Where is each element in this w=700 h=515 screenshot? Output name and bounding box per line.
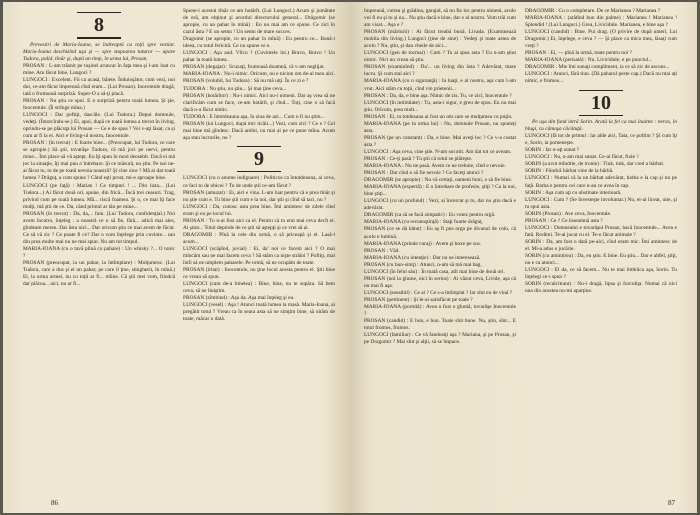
scene-number [525, 90, 677, 117]
dialogue-line: LUNGOCI : Cum ? (Se învesteşte involuntar.) Nu, ei-ai liceat, uite, şi tu spui asta. [525, 196, 677, 210]
dialogue-line: Dragomir (se apropie, cu un pahar în mînă) : Eu pentru ce... Bună-i ideea, cu totul fericită. Ce nu spune ce e. [183, 36, 335, 50]
page-number-left: 86 [51, 499, 58, 507]
dialogue-line: PROSAN : Da, da, e bine aşa. Nimic de zis. Tu, ce zici, Inocentule ? [364, 92, 512, 99]
scene-number [23, 12, 175, 39]
dialogue-line: LUNGOCI : Aşa ceva, cine ştie. N-am socotit. Am dat tot ce aveam. [364, 148, 512, 155]
right-page [350, 2, 697, 513]
dialogue-line: LUNGOCI : Da, cunosc asta prea bine. Îmi amintesc de zilele cînd eram şi eu pe locul lui. [183, 203, 335, 217]
scene-rule-bottom [77, 37, 121, 38]
dialogue-line: PROSAN (pertinent) : Şi le-ai satisfăcut pe toate ? [364, 296, 473, 303]
dialogue-line: DRAGOMIR (se apropie) : Nu vă certaţi, oameni buni, o să fie bine. [364, 177, 513, 184]
dialogue-line: SORIN (cu amintirea) : Da, eu ştiu. E bine. Eu ştiu... Dar e altfel, ştiţi, nu e ca atunci... [525, 253, 677, 267]
dialogue-line: PROSAN (candid) : E bun, e bun. Toate sînt bune. Nu, ştiu, sînt... E totul frumos, frumos. [364, 318, 516, 332]
dialogue-line: MARIA-IOANA (perisată) : Nu, Livicidule, e pe punctul... [525, 57, 653, 64]
scene-number-text: 9 [254, 148, 264, 171]
right-page-column-1 [364, 8, 516, 346]
dialogue-line: LUNGOCI (scăpînd, jovial) : Ei, da' noi ce facem aici ? O mai mîncăm sau ne mai facem ceva ? Să stăm ca nişte străini ? Poftiţi, mai întîi să ne umplem paharele. Pe urmă, să ne ocupăm de toate. [183, 245, 335, 267]
stage-direction: Pe uşa din fund intră Sorin. Arată la fel ca mai înainte : neras, în blugi, cu cămaşa căcătuţă. [525, 119, 677, 133]
dialogue-line: SORIN (recalcitrant) : Nu-i dragă, lipsa şi furculiţa. Numai că nici una din acestea nu-mi aparţine. [525, 281, 677, 295]
dialogue-line: MARIA-IOANA (cu o siguranţă) : Ia luaţi, e al nostru, aşa cum l-am vrut. Aici stăm cu toţii, cînd vin prietenii... [364, 78, 516, 92]
dialogue-line: SORIN : Fiindcă bărbat vine de la bărbă. [525, 168, 614, 175]
dialogue-line: LUNGOCI (fă tot de primul : îar alde aici, Tata, ce poftim ? Şi cum îţi e, Sorin, ia pomeneşte. [525, 133, 677, 147]
stage-direction: Prevestiri de Maria-Ioana, se îndreaptă cu toţii spre vestiar. Maria-Ioana deschizînd uşa şi — spre stupoarea tuturor — apare Tudora, palid, tînăr şi, după un timp, în urma lui, Prosan. [23, 41, 175, 62]
left-page-column-2 [183, 8, 335, 323]
dialogue-line: PROSAN : L-am trăsnit pe tuşinel aruncat în faţa mea şi l-am luat cu mine. Am făcut bine, Lungoci ? [23, 62, 175, 76]
dialogue-line: PROSAN (pe un constant) : Da, e bine. Mai aveţi loc ? Ce v-a costat asta ? [364, 134, 516, 148]
dialogue-line: LUNGOCI (candid) : Bine. Pui drag. (O privire de după umeri, Lui Dragomir.) Ei, înţelege, e ceva ? — Şi place ca mica mea, lăsaţi cum vreţi ? [525, 29, 677, 50]
dialogue-line: PROSAN : Ce-ţi pasă ? Tu ştii că totul se plăteşte. [364, 155, 473, 162]
scene-rule-top [579, 90, 623, 91]
dialogue-line: LUNGOCI : Atunci, fără tiun. (Dă paharul peste cap.) Dacă nu mai aţi nimic, e frumos... [525, 71, 677, 85]
dialogue-line: LUNGOCI : Aşa aud. Vîlcu ? (Cuvintele lui.) Bravo, Bravo ! Un pahar la toată lumea. [183, 50, 335, 64]
dialogue-line: LUNGOCI (cam de-a binelea) : Bine, bine, nu te supăra. Să bem ceva, să ne liniştim. [183, 281, 335, 295]
book-spread [3, 2, 697, 513]
scene-number-text: 10 [591, 91, 611, 114]
dialogue-line: LUNGOCI : El da, ce să facem... Nu te mai îmbrăca aşa, Sorin. Tu înţelegi ce-i spun ? [525, 267, 677, 281]
dialogue-line: PROSAN (amuzat) : Ei, aici e vina. L-am luat pentru că e prea tînăr şi nu ştie cum e. Tu bine ştii cum e la noi, dar ştii şi cînd să taci, nu ? [183, 189, 335, 203]
dialogue-line: LUNGOCI (familiar) : Ce vă fandosiţi aşa ? Mariana, şi pe Prosan, şi pe Dragomir ? Mai sînt şi alţii, să se împace. [364, 332, 516, 346]
dialogue-line: LUNGOCI : Dumnealui e tovarăşul Prosan, bacă Inocentule... Avea e fată. Rodimi. Te-ai jucat cu el. Te-o făcut animale ? [525, 224, 677, 238]
dialogue-line: DRAGOMIR (ca să se facă simpatic) : Eu votez pentru orgă. [364, 212, 496, 219]
dialogue-line: împreună, curtea şi grădina, garajul, să nu fie loc pentru nimeni, acolo voi fi eu şi tu şi ea... Nu ştiu dacă e bine, dar e al nostru. Vom trăi cum am visat... Aşa e ? [364, 8, 516, 29]
dialogue-line: MARIA-IOANA (expertă) : E o întrebare de profesie, ştiţi ? Ca la noi, bine ştiţi... [364, 184, 516, 198]
scene-rule-bottom [579, 115, 623, 116]
dialogue-line: DRAGOMIR : Mie îmi sunaţi compliment, ia ce să zic de ascuns... [525, 64, 670, 71]
scene-rule-top [77, 12, 121, 13]
dialogue-line: PROSAN (preocupat, ia un pahar, la întîmplare) : Mulţumesc. (Lui Tudora, care a dus şi el un pahar, pe care il ţine, stingherit, în mînă.) Ei, la urma urmei, nu cu toţii ar fi... mîine. Că ştii mei vom, fiindcă dar plăcea... aici, nu ar fi... [23, 260, 175, 288]
dialogue-line: LUNGOCI (gen de tocmai) : Cum ? Tu ai spus asta ? Eu n-am ştiut nimic. Nici nu vreau să ştiu. [364, 50, 516, 64]
dialogue-line: PROSAN : Dar cînd o să fie nevoie ? Ce faceţi atunci ? [364, 170, 484, 177]
dialogue-line: MARIA-IOANA : Nu-i nimic. Oricum, nu e niciun om de-al meu aici. [183, 71, 335, 78]
dialogue-line: TUDORA : E întotdeauna aşa, în ziua de azi... Cum o fi nu ştim... [183, 113, 325, 120]
dialogue-line: PROSAN (hotărîtor) : Nu-i nimic. Aici nu-i nimeni. Dar aş vrea să ne clarificăm cum se face, ce-am hotărît, şi cînd... Toţi, cine o să facă dacă n-a făcut nimic. [183, 92, 335, 113]
dialogue-line: LUNGOCI (cu un profund) : Vezi, ai încercat şi tu, dar nu ştiu dacă e adevărat. [364, 198, 516, 212]
dialogue-line: LUNGOCI : Nu, n-am mai sunat. Ce-ai făcut, fiule ? [525, 154, 639, 161]
dialogue-line: PROSAN (ce se dă bătut) : Eu aş fi pus orga pe divanul de colo, că acolo e lumină. [364, 226, 516, 240]
dialogue-line: PROSAN (iritat) : Inocentule, nu ţine locul acesta pentru el. Ştii bine ce vreau să spun. [183, 267, 335, 281]
dialogue-line: MARIA-IOANA (cu o tavă plină cu pahare) : Un whisky ?... O tonic ? [23, 245, 175, 259]
dialogue-line: LUNGOCI : Dar poftiţi, dascăle. (Lui Tudora.) Depui domnule, vedeţi. (Întorcîndu-se.) Ei, apoi, după ce toată lumea a trecut în living, oprindu-se pe plăcuţa lui Prosan — Ce e de spus ? Voi v-aţi lăsat, ca şi cum ar fi la ei. Aici e living-ul nostru, Inocentule. [23, 112, 175, 140]
scene-rule-top [237, 146, 281, 147]
dialogue-line: PROSAN (cu bun-simţ) : Atunci, n-am să mă mai bag. [364, 261, 482, 268]
dialogue-line: LUNGOCI : Excelent. Fii ca acasă, băiete. Înduioşător, cum vezi, noi doi, ce-am făcut împreună cînd eram... (Lui Prosan). Inocentule dragă, iată o frumoasă surpriză. Super-O a să-ţi placă. [23, 76, 175, 97]
page-number-right: 87 [668, 499, 675, 507]
scene-rule-bottom [237, 171, 281, 172]
dialogue-line: PROSAN (zîmbind) : Aşa da. Aşa mai înţeleg şi eu. [183, 295, 295, 302]
dialogue-line: MARIA-IOANA : Nu ne pasă. Avem ce ne trebuie, cînd e nevoie. [364, 163, 506, 170]
dialogue-line: PROSAN : Ei, tu totdeauna ai fost un om care se mulţumea cu puţin. [364, 113, 513, 120]
dialogue-line: PROSAN : Ce ? Ce înseamnă asta ? [525, 217, 603, 224]
dialogue-line: PROSAN : Nu ştiu ce spui. E o surpriză pentru toată lumea. Şi şie, Inocentule. (Îi strînge mîna.) [23, 97, 175, 112]
left-page-column-1 [23, 8, 175, 288]
dialogue-line: PROSAN (degajat) : Scuzaţi, frumoasă doamnă, că v-am neglijat. [183, 64, 325, 71]
dialogue-line: PROSAN (în trecut) : Da, da,... fain. (Lui Tudora, confidenţial.) Noi avem încotro, înţeleg : a noastră ce o să fie, fără... adică mai ales, gîndeam mereu. Dar ăsta nici... Dar oricum ştiu ce mai avem de făcut. Ce să vă zic ? Ce poate fi ce? Dar o vom înţelege prin cuvinte... sau din prea multe mai nu ne mai spun. Nu am tot timpul. [23, 210, 175, 245]
scene-number [183, 146, 335, 173]
dialogue-line: PROSAN : Ei, — pînă la urmă, toate pentru noi ? [525, 50, 632, 57]
right-page-column-2 [525, 8, 677, 295]
dialogue-line: LUNGOCI (sensibil) : Ce ai ? Ce s-a întîmplat ? Iar sînt eu de vină ? [364, 289, 513, 296]
dialogue-line: MARIA-IOANA (pe la urma lui) : Nu, domnule Prosan, nu spuneţi asta. [364, 120, 516, 134]
dialogue-line: MARIA-IOANA (pornită) : Avea o fost o glumă, tovarăşe Inocentule ? [364, 303, 516, 318]
dialogue-line: Spune-i acestui tînăr ce am hotărît. (Lui Lungoci.) Acum şi jumătate de oră, am obţinut şi acordul directorului general... Drăgomir (se apropie, cu un pahar în mînă) : Eu nu mai am ce spune. Ce zici în cazul ăsta ? E un semn ! Un semn de mare succes. [183, 8, 335, 36]
dialogue-line: TUDORA : Nu ştiu, nu ştiu... Şi mai ţine ceva... [183, 85, 287, 92]
dialogue-line: SORIN (Prosan) : Ave ceva, Inocentule. [525, 210, 612, 217]
dialogue-line: SORIN : Iar n-aţi sunat ? [525, 147, 580, 154]
dialogue-line: PROSAN (noi la glume, nici în serios) : Ai văzut ceva, Livide, aşa că nu mai fi aşa. [364, 275, 516, 289]
dialogue-line: SORIN : Da, am fost o dată pe-aici, cînd eram mic. Îmi amintesc de el. Mi-a adus o jucărie. [525, 238, 677, 252]
dialogue-line: LUNGOCI : Numai că la un bărbat adevărat, barba e la cap şi nu pe faţă. Barba e pentru cei care n-au ce avea în cap. [525, 175, 677, 189]
dialogue-line: SORIN (a avut mîndrie, de ironie) : Tiuk, tiuk, dar cred a bărbat. [525, 161, 665, 168]
dialogue-line: PROSAN (examinînd) : Da'... un living din ăsta ? Adevărat, mare lucru. Şi cum stai aici ? [364, 64, 516, 78]
dialogue-line: PROSAN (volubil, lui Tudora) : Să nu mă uiţi. În ce zi e ? [183, 78, 309, 85]
dialogue-line: PROSAN (lui Lungoci, după mic ticăit...) Vezi, cum zici ? Ce e ? Cel mai bine mă gîndesc. Dacă amîni, nu mai ai pe ce pune mîna. Acum aşa stau lucrurile, nu ? [183, 120, 335, 141]
dialogue-line: MARIA-IOANA (cu intenţie) : Dar nu ne interesează. [364, 254, 481, 261]
dialogue-line: MARIA-IOANA (prinde curaj) : Avem şi boxe pe sus. [364, 240, 482, 247]
dialogue-line: SORIN : Aşa cum aţi cu obstinate interioară. [525, 189, 622, 196]
dialogue-line: PROSAN : Tu n-ai fost aici ca el. Pentru că tu erai mai ceva decît el. Ai ştiut... Totul depinde de ce ştii să aştepţi şi ce vrei să ai. [183, 217, 335, 231]
dialogue-line: MARIA-IOANA : (arătînd bun din palme) : Marianea ! Marianea ! Splendid ! (Lui Lungoci.) Grea, Livicidule. Marianea, e bine aşa ? [525, 15, 677, 29]
dialogue-line: PROSAN (mărturii) : Ai făcut treabă bună. Livada. (Examinează mobila din living.) Lungoci (ţine de sine) : Vedeţi şi toate astea de acolo ? Nu, ştiu, şi dau cheile de aici... [364, 29, 516, 50]
dialogue-line: LUNGOCI (în felul său) : În toată casa, atît mai bine de două ori. [364, 268, 505, 275]
dialogue-line: LUNGOCI (vesel) : Aşa ! Atunci toată lumea la masă. Maria-Ioana, ai pregătit totul ? Vreau ca în seara asta să ne simţim bine, să uităm de toate, măcar o dată. [183, 302, 335, 323]
dialogue-line: DRAGOMIR : Pînă la cele din urmă, o să priceapă şi el. Lasă-l acum... [183, 231, 335, 245]
dialogue-line: LUNGOCI (în intimitate) : Tu, asta-i sigur, e greu de spus. Eu nu mai ştiu. Oricum, prea mult... [364, 99, 516, 113]
left-page [3, 2, 350, 513]
dialogue-line: PROSAN : Văd. [364, 247, 400, 254]
dialogue-line: PROSAN : (în trecut) : E foarte bine... (Preocupat, lui Tudora, ce care se apropie.) Să ştii, tovarăşe Tudora, că mă joci pe nervi, pentru mine... Îmi place să vă aştept. Eu îţi spun în mod deosebit. Dacă ei mă joc la situaţie, îţi mai pun o întrebare. Şi ce măsură, nu ştiu. Pe noi ne-ai făcut tu, tu de pe toată nevoia noastră? Şi cine zice ? Mă ai dat toată lumea ? Drăguţ, a cum spune ? Când eşti prost, mi-e aproape bine. [23, 140, 175, 182]
dialogue-line: LUNGOCI (cu o anume indignare) : Politicos ca întotdeauna, ai ceva, ce faci tu de obicei ? Tu de unde ştii ce-am făcut ? [183, 175, 335, 189]
dialogue-line: MARIA-IOANA (cu recunoştinţă) : Staţi foarte drăguţ. [364, 219, 484, 226]
dialogue-line: LUNGOCI (pe faţă) : Marian ! Ce timpuri ! ... Din lista... (Lui Tudora...) Ai făcut două ori, spune, din frică... Încă trei ceasuri. Trag, privind cum pe toată lumea. Mă... riscă foamea. Şi o, ce mai îţi face mulţi, mă ştii de ce. Da, când primul ar tău pe mine... [23, 182, 175, 210]
dialogue-line: DRAGOMIR : Cu o completare. De ce Marianea ? Marianea ? [525, 8, 661, 14]
scene-number-text: 8 [94, 14, 104, 37]
